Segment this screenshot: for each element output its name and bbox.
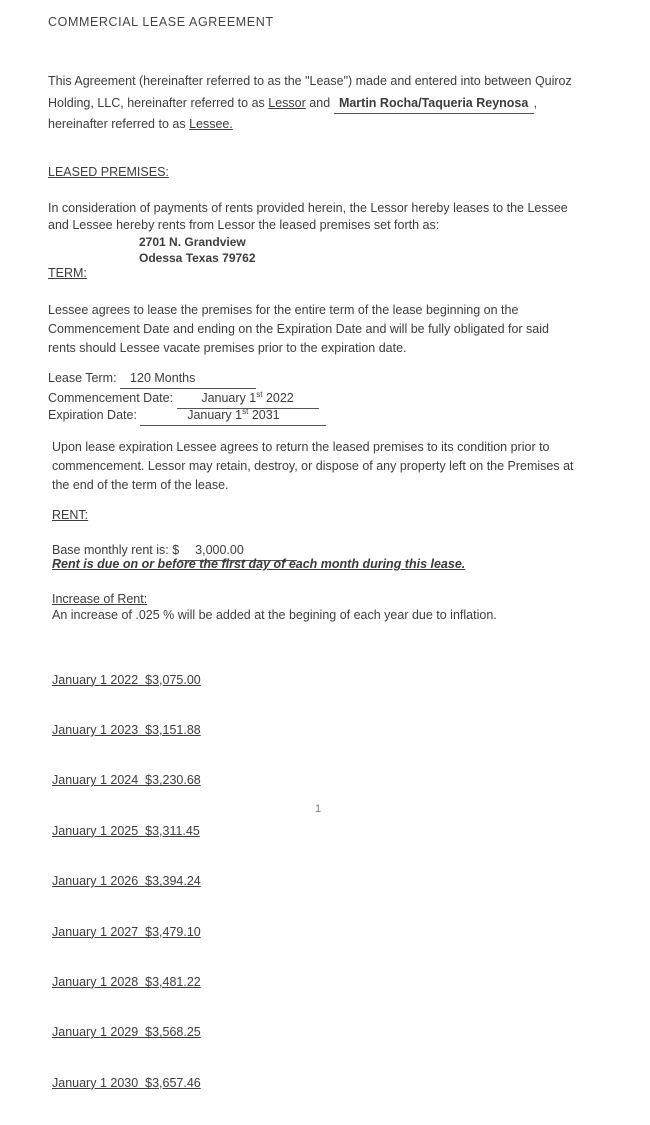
premises-line-1: In consideration of payments of rents provided herein, the Lessor hereby leases to the Lessee [48,201,568,215]
base-rent-value: 3,000.00 [179,540,297,561]
term-line-2: Commencement Date and ending on the Expiration Date and will be fully obligated for said [48,322,549,336]
intro-line-1: This Agreement (hereinafter referred to as the "Lease") made and entered into between Quiroz [48,74,572,88]
rent-heading: RENT: [52,508,89,522]
address-line-1: 2701 N. Grandview [139,235,246,249]
and-text: and [309,96,331,110]
lessee-term: Lessee. [189,117,233,131]
return-line-1: Upon lease expiration Lessee agrees to return the leased premises to its condition prior to [52,440,550,454]
schedule-item: January 1 2028 $3,481.22 [52,974,201,989]
schedule-item: January 1 2023 $3,151.88 [52,722,201,737]
expiration-sup: st [242,407,249,416]
intro-line-2 [48,93,537,114]
address-line-2: Odessa Texas 79762 [139,251,256,265]
expiration-row [48,402,326,426]
page-number: 1 [315,803,322,815]
commencement-year: 2022 [265,391,294,406]
intro-text: Holding, LLC, hereinafter referred to as [48,96,265,110]
schedule-item: January 1 2025 $3,311.45 [52,823,200,838]
term-line-1: Lessee agrees to lease the premises for the entire term of the lease beginning on the [48,303,519,317]
term-line-3: rents should Lessee vacate premises prior to the expiration date. [48,341,407,355]
lease-term-value: 120 Months [120,368,256,389]
rent-due-notice: Rent is due on or before the first day of each month during this lease. [52,557,466,571]
schedule-item: January 1 2026 $3,394.24 [52,874,201,889]
intro-line-3 [48,114,233,134]
lessee-name-field: Martin Rocha/Taqueria Reynosa [334,93,534,114]
return-line-2: commencement. Lessor may retain, destroy, or dispose of any property left on the Premises at [52,459,574,473]
premises-line-2: and Lessee hereby rents from Lessor the leased premises set forth as: [48,218,440,232]
expiration-date-field [140,402,326,426]
expiration-label: Expiration Date: [48,408,137,423]
commencement-sup: st [256,390,263,399]
schedule-item: January 1 2024 $3,230.68 [52,773,201,788]
schedule-item: January 1 2030 $3,657.46 [52,1075,201,1090]
increase-text: An increase of .025 % will be added at the begining of each year due to inflation. [52,608,497,622]
schedule-item: January 1 2027 $3,479.10 [52,924,201,939]
term-heading: TERM: [48,266,87,280]
increase-heading: Increase of Rent: [52,592,148,606]
schedule-item: January 1 2022 $3,075.00 [52,672,201,687]
rent-schedule [52,638,201,1125]
base-rent-label: Base monthly rent is: $ [52,543,180,557]
lessor-term: Lessor [268,96,306,110]
lease-term-label: Lease Term: [48,371,117,385]
document-title: COMMERCIAL LEASE AGREEMENT [48,15,274,29]
expiration-year: 2031 [251,408,280,423]
commencement-label: Commencement Date: [48,391,174,406]
comma: , [533,96,538,110]
commencement-month: January 1 [201,391,257,406]
schedule-item: January 1 2029 $3,568.25 [52,1025,201,1040]
leased-premises-heading: LEASED PREMISES: [48,165,169,179]
return-line-3: the end of the term of the lease. [52,478,229,492]
intro-text-3: hereinafter referred to as [48,117,186,131]
expiration-month: January 1 [187,408,243,423]
